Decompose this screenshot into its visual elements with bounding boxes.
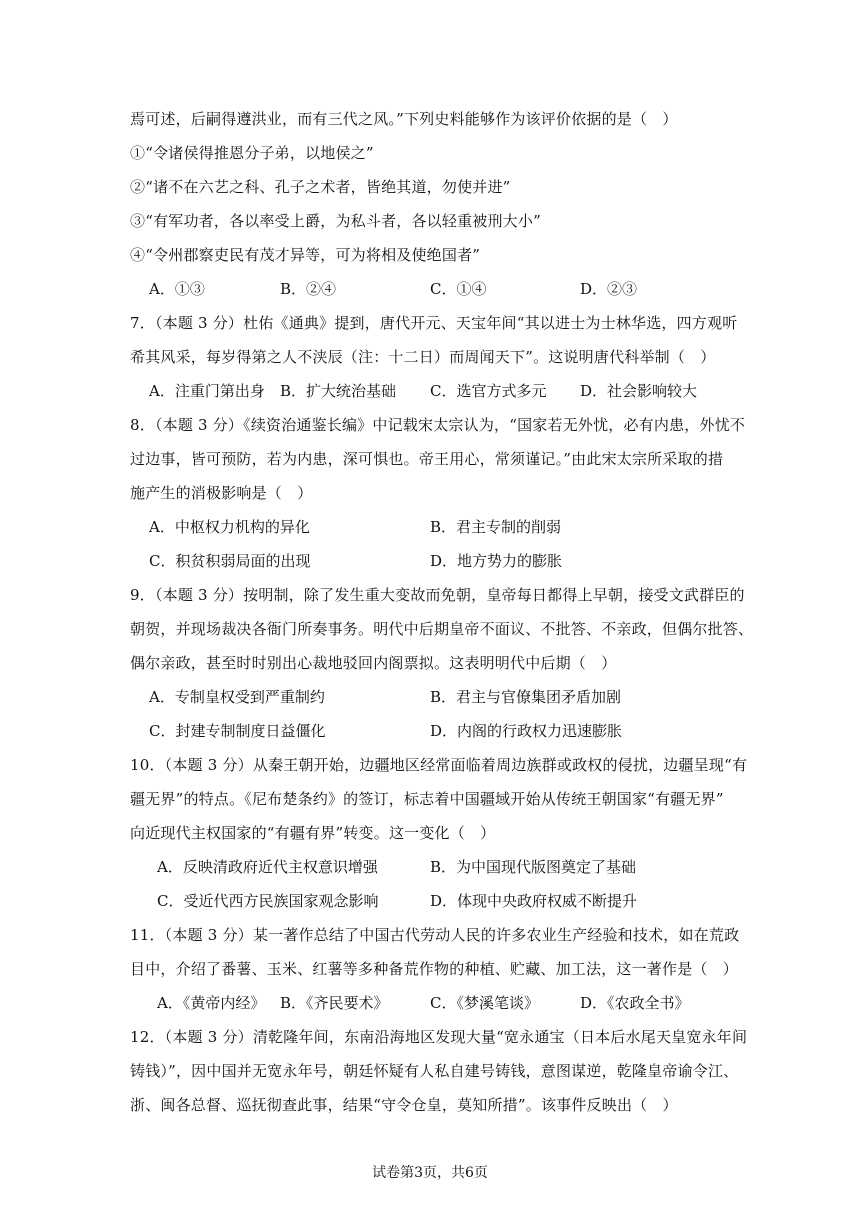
q10-option-a: A．反映清政府近代主权意识增强 bbox=[157, 858, 378, 876]
q6-option-a: A．①③ bbox=[149, 280, 205, 298]
q11-option-c: C．《梦溪笔谈》 bbox=[430, 994, 539, 1012]
q12-stem-line-3: 浙、闽各总督、巡抚彻查此事，结果“守令仓皇，莫知所措”。该事件反映出（ ） bbox=[130, 1096, 678, 1114]
q7-option-d: D．社会影响较大 bbox=[580, 382, 698, 400]
q9-option-a: A．专制皇权受到严重制约 bbox=[149, 688, 325, 706]
q11-option-d: D．《农政全书》 bbox=[580, 994, 690, 1012]
q10-option-d: D．体现中央政府权威不断提升 bbox=[430, 892, 638, 910]
q9-option-c: C．封建专制制度日益僵化 bbox=[149, 722, 326, 740]
q10-stem-line-1: 10．（本题 3 分）从秦王朝开始，边疆地区经常面临着周边族群或政权的侵扰，边疆呈现“有 bbox=[130, 756, 748, 774]
q9-option-b: B．君主与官僚集团矛盾加剧 bbox=[430, 688, 622, 706]
q7-option-a: A．注重门第出身 bbox=[149, 382, 265, 400]
q11-option-b: B．《齐民要术》 bbox=[280, 994, 389, 1012]
q9-stem-line-3: 偶尔亲政，甚至时时别出心裁地驳回内阁票拟。这表明明代中后期（ ） bbox=[130, 654, 617, 672]
q8-option-b: B．君主专制的削弱 bbox=[430, 518, 562, 536]
q9-stem-line-1: 9．（本题 3 分）按明制，除了发生重大变故而免朝，皇帝每日都得上早朝，接受文武群臣的 bbox=[130, 586, 745, 604]
q7-stem-line-2: 希其风采，每岁得第之人不浃辰（注：十二日）而周闻天下”。这说明唐代科举制（ ） bbox=[130, 348, 716, 366]
q11-stem-line-1: 11．（本题 3 分）某一著作总结了中国古代劳动人民的许多农业生产经验和技术，如在荒政 bbox=[130, 926, 740, 944]
q10-option-c: C．受近代西方民族国家观念影响 bbox=[157, 892, 379, 910]
q8-option-d: D．地方势力的膨胀 bbox=[430, 552, 563, 570]
q6-item-1: ①“令诸侯得推恩分子弟，以地侯之” bbox=[130, 144, 374, 162]
q6-option-b: B．②④ bbox=[280, 280, 337, 298]
q8-option-a: A．中枢权力机构的异化 bbox=[149, 518, 310, 536]
q7-option-c: C．选官方式多元 bbox=[430, 382, 547, 400]
q8-stem-line-2: 过边事，皆可预防，若为内患，深可惧也。帝王用心，常须谨记。”由此宋太宗所采取的措 bbox=[130, 450, 724, 468]
q9-option-d: D．内阁的行政权力迅速膨胀 bbox=[430, 722, 623, 740]
q12-stem-line-1: 12．（本题 3 分）清乾隆年间，东南沿海地区发现大量“宽永通宝（日本后水尾天皇宽永年间 bbox=[130, 1028, 748, 1046]
q8-stem-line-1: 8．（本题 3 分）《续资治通鉴长编》中记载宋太宗认为，“国家若无外忧，必有内患，外忧不 bbox=[130, 416, 746, 434]
q6-stem-continued: 焉可述，后嗣得遵洪业，而有三代之风。”下列史料能够作为该评价依据的是（ ） bbox=[130, 110, 678, 128]
q6-item-4: ④“令州郡察吏民有茂才异等，可为将相及使绝国者” bbox=[130, 246, 481, 264]
page-footer: 试卷第3页，共6页 bbox=[372, 1165, 488, 1181]
q6-option-d: D．②③ bbox=[580, 280, 638, 298]
q10-stem-line-3: 向近现代主权国家的“有疆有界”转变。这一变化（ ） bbox=[130, 824, 496, 842]
q11-stem-line-2: 目中，介绍了番薯、玉米、红薯等多种备荒作物的种植、贮藏、加工法，这一著作是（ ） bbox=[130, 960, 739, 978]
q8-option-c: C．积贫积弱局面的出现 bbox=[149, 552, 311, 570]
q8-stem-line-3: 施产生的消极影响是（ ） bbox=[130, 484, 313, 502]
q11-option-a: A．《黄帝内经》 bbox=[157, 994, 266, 1012]
q7-stem-line-1: 7．（本题 3 分）杜佑《通典》提到，唐代开元、天宝年间“其以进士为士林华选，四方观听 bbox=[130, 314, 738, 332]
q9-stem-line-2: 朝贺，并现场裁决各衙门所奏事务。明代中后期皇帝不面议、不批答、不亲政，但偶尔批答、 bbox=[130, 620, 754, 638]
q6-item-3: ③“有军功者，各以率受上爵，为私斗者，各以轻重被刑大小” bbox=[130, 212, 541, 230]
q6-option-c: C．①④ bbox=[430, 280, 487, 298]
q7-option-b: B．扩大统治基础 bbox=[280, 382, 397, 400]
q6-item-2: ②“诸不在六艺之科、孔子之术者，皆绝其道，勿使并进” bbox=[130, 178, 511, 196]
q10-option-b: B．为中国现代版图奠定了基础 bbox=[430, 858, 637, 876]
q10-stem-line-2: 疆无界”的特点。《尼布楚条约》的签订，标志着中国疆域开始从传统王朝国家“有疆无界” bbox=[130, 790, 724, 808]
q12-stem-line-2: 铸钱）”，因中国并无宽永年号，朝廷怀疑有人私自建号铸钱，意图谋逆，乾隆皇帝谕令江、 bbox=[130, 1062, 739, 1080]
